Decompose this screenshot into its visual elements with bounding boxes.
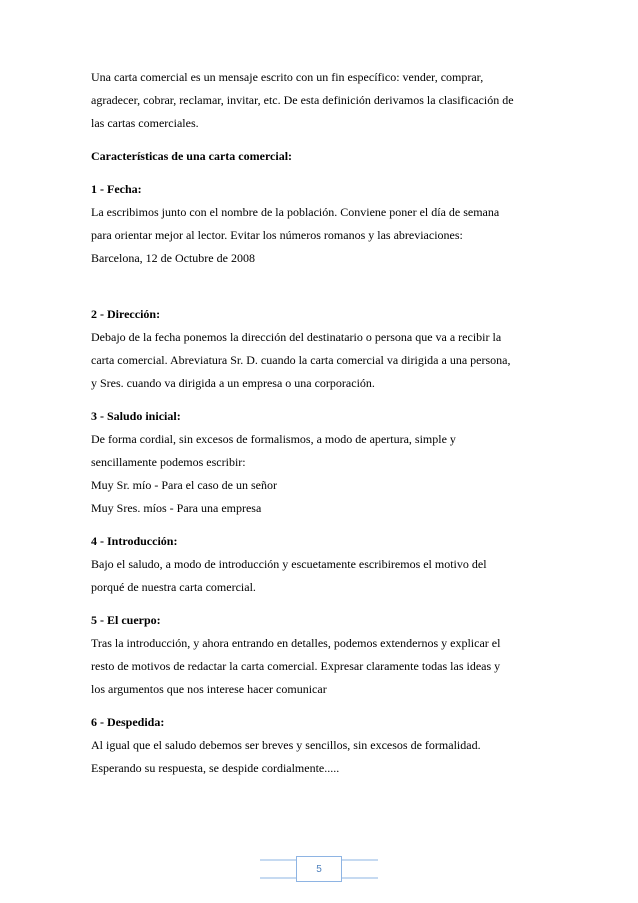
section-cuerpo	[91, 609, 561, 701]
spacer	[91, 520, 561, 530]
text-line: De forma cordial, sin excesos de formalismos, a modo de apertura, simple y	[91, 432, 456, 446]
section-heading: 1 - Fecha:	[91, 182, 142, 196]
section-direccion	[91, 303, 561, 395]
page-number-label: 5	[316, 863, 322, 875]
text-line: Barcelona, 12 de Octubre de 2008	[91, 251, 255, 265]
text-line: resto de motivos de redactar la carta comercial. Expresar claramente todas las ideas y	[91, 659, 501, 673]
text-line: Una carta comercial es un mensaje escrito con un fin específico: vender, comprar,	[91, 70, 484, 84]
spacer	[91, 168, 561, 178]
text-line: Esperando su respuesta, se despide cordialmente.....	[91, 761, 340, 775]
section-heading: 5 - El cuerpo:	[91, 613, 161, 627]
spacer	[91, 599, 561, 609]
text-line: para orientar mejor al lector. Evitar los números romanos y las abreviaciones:	[91, 228, 463, 242]
section-saludo-inicial	[91, 405, 561, 520]
spacer	[91, 395, 561, 405]
section-heading: 4 - Introducción:	[91, 534, 178, 548]
document-body	[91, 66, 561, 780]
section-heading: 2 - Dirección:	[91, 307, 161, 321]
text-line: La escribimos junto con el nombre de la población. Conviene poner el día de semana	[91, 205, 500, 219]
text-line: agradecer, cobrar, reclamar, invitar, etc. De esta definición derivamos la clasificación de	[91, 93, 514, 107]
section-despedida	[91, 711, 561, 780]
page-number	[296, 856, 342, 882]
section-introduccion	[91, 530, 561, 599]
text-line: Muy Sres. míos - Para una empresa	[91, 501, 262, 515]
text-line: porqué de nuestra carta comercial.	[91, 580, 256, 594]
text-line: Debajo de la fecha ponemos la dirección del destinatario o persona que va a recibir la	[91, 330, 502, 344]
section-heading: 3 - Saludo inicial:	[91, 409, 181, 423]
main-heading: Características de una carta comercial:	[91, 149, 293, 163]
intro-paragraph	[91, 66, 561, 135]
text-line: Muy Sr. mío - Para el caso de un señor	[91, 478, 277, 492]
text-line: Al igual que el saludo debemos ser breves y sencillos, sin excesos de formalidad.	[91, 738, 481, 752]
spacer	[91, 135, 561, 145]
text-line: carta comercial. Abreviatura Sr. D. cuando la carta comercial va dirigida a una persona,	[91, 353, 511, 367]
text-line: y Sres. cuando va dirigida a un empresa o una corporación.	[91, 376, 375, 390]
spacer	[91, 701, 561, 711]
text-line: Bajo el saludo, a modo de introducción y escuetamente escribiremos el motivo del	[91, 557, 487, 571]
section-heading: 6 - Despedida:	[91, 715, 165, 729]
spacer	[91, 270, 561, 303]
text-line: Tras la introducción, y ahora entrando en detalles, podemos extendernos y explicar el	[91, 636, 501, 650]
text-line: sencillamente podemos escribir:	[91, 455, 246, 469]
text-line: los argumentos que nos interese hacer comunicar	[91, 682, 327, 696]
section-fecha	[91, 178, 561, 270]
text-line: las cartas comerciales.	[91, 116, 199, 130]
